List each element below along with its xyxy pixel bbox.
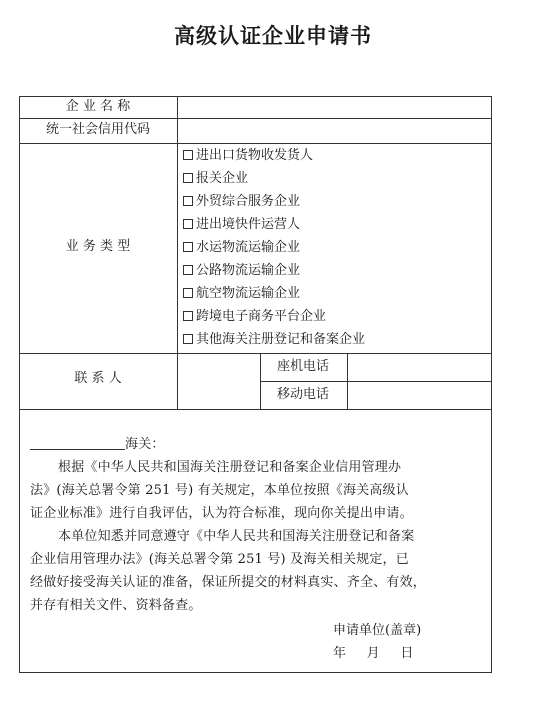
declaration-paragraph: 经做好接受海关认证的准备，保证所提交的材料真实、齐全、有效， <box>30 575 427 590</box>
business-type-option[interactable]: 航空物流运输企业 <box>183 282 300 305</box>
business-type-option[interactable]: 报关企业 <box>183 167 248 190</box>
checkbox-icon[interactable] <box>183 150 193 160</box>
customs-name-blank[interactable] <box>30 435 125 450</box>
checkbox-icon[interactable] <box>183 219 193 229</box>
business-type-option[interactable]: 公路物流运输企业 <box>183 259 300 282</box>
business-type-option[interactable]: 外贸综合服务企业 <box>183 190 300 213</box>
checkbox-icon[interactable] <box>183 334 193 344</box>
checkbox-icon[interactable] <box>183 242 193 252</box>
business-type-option[interactable]: 其他海关注册登记和备案企业 <box>183 328 365 351</box>
declaration-paragraph: 法》(海关总署令第 251 号) 有关规定，本单位按照《海关高级认 <box>30 483 409 498</box>
contact-field[interactable] <box>178 353 258 408</box>
row-divider <box>20 409 491 410</box>
declaration-paragraph: 证企业标准》进行自我评估，认为符合标准，现向你关提出申请。 <box>30 506 413 521</box>
mobile-field[interactable] <box>348 381 490 408</box>
business-type-option[interactable]: 进出境快件运营人 <box>183 213 300 236</box>
business-type-label: 业 务 类 型 <box>65 239 131 254</box>
customs-addressee: 海关： <box>30 433 485 456</box>
page-title: 高级认证企业申请书 <box>174 24 372 48</box>
checkbox-icon[interactable] <box>183 311 193 321</box>
landline-label: 座机电话 <box>276 359 329 374</box>
checkbox-icon[interactable] <box>183 288 193 298</box>
business-type-option[interactable]: 进出口货物收发货人 <box>183 144 313 167</box>
credit-code-field[interactable] <box>178 120 490 142</box>
mobile-label: 移动电话 <box>276 387 329 402</box>
declaration-paragraph: 根据《中华人民共和国海关注册登记和备案企业信用管理办 <box>58 460 402 475</box>
business-type-option[interactable]: 水运物流运输企业 <box>183 236 300 259</box>
checkbox-icon[interactable] <box>183 265 193 275</box>
declaration-paragraph: 本单位知悉并同意遵守《中华人民共和国海关注册登记和备案 <box>58 529 415 544</box>
business-type-option[interactable]: 跨境电子商务平台企业 <box>183 305 326 328</box>
applicant-seal-label: 申请单位(盖章) <box>333 623 422 638</box>
landline-field[interactable] <box>348 353 490 380</box>
credit-code-label: 统一社会信用代码 <box>45 122 150 137</box>
checkbox-icon[interactable] <box>183 173 193 183</box>
company-name-field[interactable] <box>178 97 490 117</box>
declaration-paragraph: 并存有相关文件、资料备查。 <box>30 598 202 613</box>
contact-label: 联 系 人 <box>74 371 122 386</box>
date-label: 年 月 日 <box>333 646 414 661</box>
declaration-paragraph: 企业信用管理办法》(海关总署令第 251 号) 及海关相关规定，已 <box>30 552 409 567</box>
checkbox-icon[interactable] <box>183 196 193 206</box>
company-name-label: 企 业 名 称 <box>65 99 131 114</box>
